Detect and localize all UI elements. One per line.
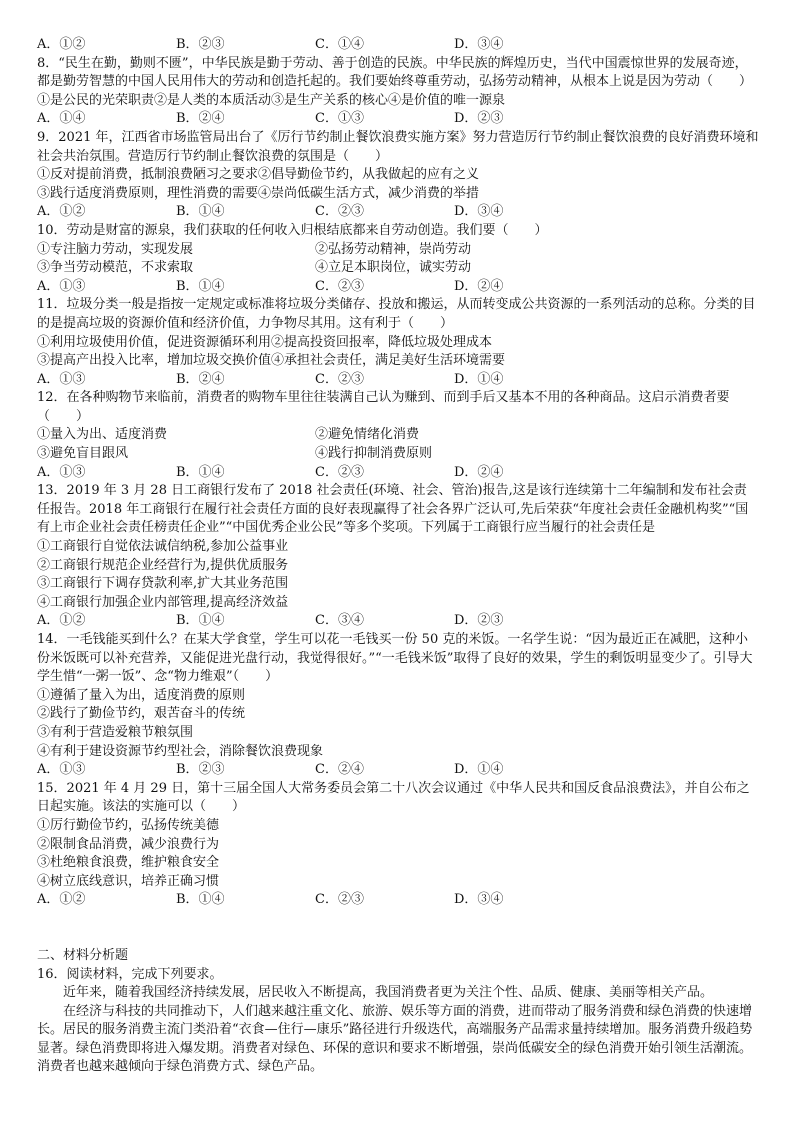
choice-b[interactable]: B．①④: [176, 464, 225, 480]
choice-b[interactable]: B．①④: [176, 613, 225, 629]
question-7-choices: [37, 36, 759, 55]
question-item: ②避免情绪化消费: [315, 427, 420, 443]
question-stem: 11．垃圾分类一般是指按一定规定或标准将垃圾分类储存、投放和搬运，从而转变成公共资源的一系列活动的总称。分类的目的是提高垃圾的资源价值和经济价值，力争物尽其用。这有利于（ ）: [37, 297, 756, 331]
question-item: ③工商银行下调存贷款利率,扩大其业务范围: [37, 576, 289, 592]
question-10: [37, 222, 759, 296]
question-stem: 9．2021 年，江西省市场监管局出台了《厉行节约制止餐饮浪费实施方案》努力营造厉行节约制止餐饮浪费的良好消费环境和社会共治氛围。营造厉行节约制止餐饮浪费的氛围是（ ）: [37, 129, 759, 164]
choice-d[interactable]: D．②④: [454, 278, 504, 294]
question-items: ①是公民的光荣职责②是人类的本质活动③是生产关系的核心④是价值的唯一源泉: [37, 92, 506, 108]
question-stem: 10．劳动是财富的源泉，我们获取的任何收入归根结底都来自劳动创造。我们要（ ）: [37, 222, 548, 238]
choice-b[interactable]: B．②④: [176, 371, 225, 387]
question-item: ③避免盲目跟风: [37, 446, 129, 462]
choice-b[interactable]: B．②④: [176, 111, 225, 127]
choice-c[interactable]: C．②③: [315, 892, 364, 908]
choice-a[interactable]: A．①②: [37, 204, 86, 220]
choice-d[interactable]: D．①④: [454, 762, 504, 778]
material-paragraph: 近年来，随着我国经济持续发展，居民收入不断提高，我国消费者更为关注个性、品质、健康、美丽等相关产品。: [63, 985, 714, 1001]
choice-c[interactable]: C．②③: [315, 278, 364, 294]
choice-d[interactable]: D．③④: [454, 892, 504, 908]
question-item: ③提高产出投入比率，增加垃圾交换价值④承担社会责任，满足美好生活环境需要: [37, 353, 506, 369]
question-12: [37, 389, 759, 482]
section-material-analysis: [37, 947, 759, 1077]
choice-a[interactable]: A．①④: [37, 111, 86, 127]
choice-c[interactable]: C．②④: [315, 762, 364, 778]
choice-c[interactable]: C．②③: [315, 464, 364, 480]
choice-a[interactable]: A．①②: [37, 37, 86, 52]
question-item: ③争当劳动模范，不求索取: [37, 260, 194, 276]
question-item: ①工商银行自觉依法诚信纳税,参加公益事业: [37, 539, 289, 555]
question-stem: 14．一毛钱能买到什么？在某大学食堂，学生可以花一毛钱买一份 50 克的米饭。一名学生说：“因为最近正在减肥，这种小份米饭既可以补充营养，又能促进光盘行动，我觉得很好。”“一毛钱米饭”取得了良好的效果，学生的剩饭明显变少了。引导大学生惜“一粥一饭”、念“物力维艰”（ ）: [37, 632, 753, 685]
question-item: ②弘扬劳动精神，崇尚劳动: [315, 241, 472, 257]
question-item: ④工商银行加强企业内部管理,提高经济效益: [37, 594, 289, 610]
choice-b[interactable]: B．②③: [176, 762, 225, 778]
section-title: 二、材料分析题: [37, 947, 129, 963]
question-item: ③践行适度消费原则，理性消费的需要④崇尚低碳生活方式，减少消费的举措: [37, 185, 480, 201]
question-16-stem: 16．阅读材料，完成下列要求。: [37, 966, 223, 982]
choice-b[interactable]: B．②③: [176, 37, 225, 52]
choice-a[interactable]: A．①③: [37, 762, 86, 778]
question-14: [37, 631, 759, 780]
question-11: [37, 296, 759, 389]
exam-page: [37, 36, 759, 1077]
question-stem: 13．2019 年 3 月 28 日工商银行发布了 2018 社会责任(环境、社会、管治)报告,这是该行连续第十二年编制和发布社会责任报告。2018 年工商银行在履行社会责任方面的良好表现赢得了社会各界广泛认可,先后荣获“年度社会责任金融机构奖”“国有上市企业社会责任榜责任企业”“中国优秀企业公民”等多个奖项。下列属于工商银行应当履行的社会责任是: [37, 483, 749, 536]
choice-c[interactable]: C．①③: [315, 111, 364, 127]
choice-b[interactable]: B．①④: [176, 204, 225, 220]
choice-a[interactable]: A．①③: [37, 464, 86, 480]
question-item: ④有利于建设资源节约型社会，消除餐饮浪费现象: [37, 743, 324, 759]
question-item: ④树立底线意识，培养正确习惯: [37, 873, 220, 889]
question-item: ①厉行勤俭节约，弘扬传统美德: [37, 817, 220, 833]
question-stem: 15．2021 年 4 月 29 日，第十三届全国人大常务委员会第二十八次会议通过《中华人民共和国反食品浪费法》，并自公布之日起实施。该法的实施可以（ ）: [37, 780, 750, 815]
choice-c[interactable]: C．②③: [315, 371, 364, 387]
choice-a[interactable]: A．①③: [37, 278, 86, 294]
question-item: ①专注脑力劳动，实现发展: [37, 241, 194, 257]
question-item: ④践行抑制消费原则: [315, 446, 433, 462]
choice-d[interactable]: D．①④: [454, 371, 504, 387]
choice-c[interactable]: C．②③: [315, 204, 364, 220]
question-stem: 12．在各种购物节来临前，消费者的购物车里往往装满自己认为赚到、而到手后又基本不用的各种商品。这启示消费者要（ ）: [37, 390, 730, 424]
question-item: ③有利于营造爱粮节粮氛围: [37, 724, 194, 740]
choice-a[interactable]: A．①③: [37, 371, 86, 387]
choice-a[interactable]: A．①②: [37, 613, 86, 629]
question-item: ①量入为出、适度消费: [37, 427, 168, 443]
choice-c[interactable]: C．①④: [315, 37, 364, 52]
question-item: ②工商银行规范企业经营行为,提供优质服务: [37, 557, 289, 573]
question-item: ②践行了勤俭节约，艰苦奋斗的传统: [37, 706, 246, 722]
question-8: [37, 55, 759, 129]
question-item: ①遵循了量入为出，适度消费的原则: [37, 687, 246, 703]
question-13: [37, 482, 759, 631]
question-item: ④立足本职岗位，诚实劳动: [315, 260, 472, 276]
choice-a[interactable]: A．①②: [37, 892, 86, 908]
question-item: ③杜绝粮食浪费，维护粮食安全: [37, 855, 220, 871]
choice-d[interactable]: D．②④: [454, 464, 504, 480]
choice-b[interactable]: B．①④: [176, 278, 225, 294]
choice-d[interactable]: D．③④: [454, 37, 504, 52]
question-item: ①反对提前消费，抵制浪费陋习之要求②倡导勤俭节约，从我做起的应有之义: [37, 167, 480, 183]
choice-d[interactable]: D．②③: [454, 613, 504, 629]
choice-d[interactable]: D．②③: [454, 111, 504, 127]
choice-b[interactable]: B．①④: [176, 892, 225, 908]
question-item: ①利用垃圾使用价值，促进资源循环利用②提高投资回报率，降低垃圾处理成本: [37, 334, 493, 350]
question-9: [37, 129, 759, 222]
choice-d[interactable]: D．③④: [454, 204, 504, 220]
choice-c[interactable]: C．③④: [315, 613, 364, 629]
question-stem: 8．“民生在勤，勤则不匮”，中华民族是勤于劳动、善于创造的民族。中华民族的辉煌历史，当代中国震惊世界的发展奇迹，都是勤劳智慧的中国人民用伟大的劳动和创造托起的。我们要始终尊重劳动，弘扬劳动精神，从根本上说是因为劳动（ ）: [37, 55, 753, 90]
question-15: [37, 780, 759, 910]
material-paragraph: 在经济与科技的共同推动下，人们越来越注重文化、旅游、娱乐等方面的消费，进而带动了服务消费和绿色消费的快速增长。居民的服务消费主流门类沿着“衣食—住行—康乐”路径进行升级迭代，高端服务产品需求量持续增加。服务消费升级趋势显著。绿色消费即将进入爆发期。消费者对绿色、环保的意识和要求不断增强，崇尚低碳安全的绿色消费开始引领生活潮流。消费者也越来越倾向于绿色消费方式、绿色产品。: [37, 1003, 753, 1075]
question-item: ②限制食品消费，减少浪费行为: [37, 836, 220, 852]
